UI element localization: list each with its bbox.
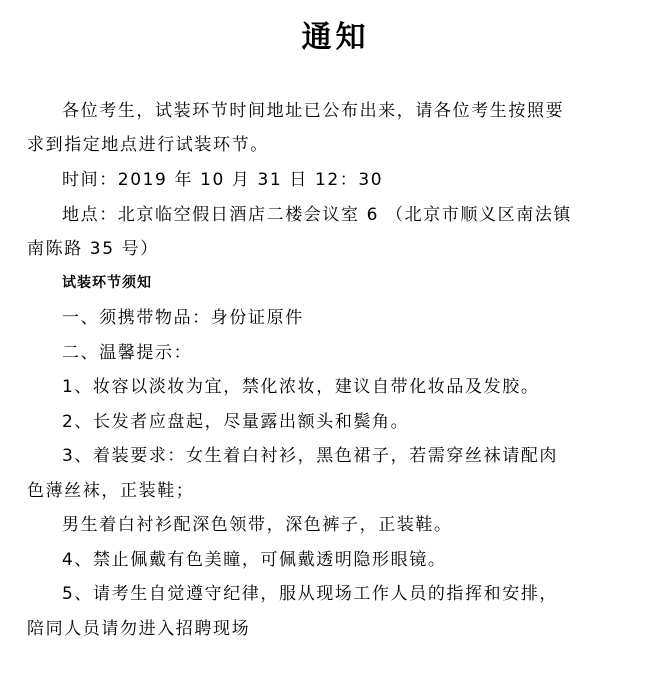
- intro-line-1: 各位考生，试装环节时间地址已公布出来，请各位考生按照要: [62, 101, 565, 121]
- intro-line-2: 求到指定地点进行试装环节。: [27, 135, 269, 155]
- notice-item-1: 一、须携带物品：身份证原件: [62, 308, 304, 328]
- tip-4: 4、禁止佩戴有色美瞳，可佩戴透明隐形眼镜。: [62, 550, 447, 570]
- notice-heading: 试装环节须知: [62, 275, 152, 291]
- tip-3-line-1: 3、着装要求：女生着白衬衫，黑色裙子，若需穿丝袜请配肉: [62, 446, 559, 466]
- time-line: 时间：2019 年 10 月 31 日 12：30: [62, 170, 384, 190]
- tip-3-line-2: 色薄丝袜，正装鞋；: [27, 481, 195, 501]
- tip-5-line-1: 5、请考生自觉遵守纪律，服从现场工作人员的指挥和安排，: [62, 584, 559, 604]
- tip-5-line-2: 陪同人员请勿进入招聘现场: [27, 619, 251, 639]
- tip-3-line-3: 男生着白衬衫配深色领带，深色裤子，正装鞋。: [62, 515, 453, 535]
- location-line-2: 南陈路 35 号）: [27, 239, 159, 259]
- location-line-1: 地点：北京临空假日酒店二楼会议室 6 （北京市顺义区南法镇: [62, 205, 573, 225]
- tip-2: 2、长发者应盘起，尽量露出额头和鬓角。: [62, 412, 410, 432]
- tip-1: 1、妆容以淡妆为宜，禁化浓妆，建议自带化妆品及发胶。: [62, 377, 540, 397]
- notice-item-2: 二、温馨提示：: [62, 343, 193, 363]
- document-title: 通知: [301, 20, 370, 55]
